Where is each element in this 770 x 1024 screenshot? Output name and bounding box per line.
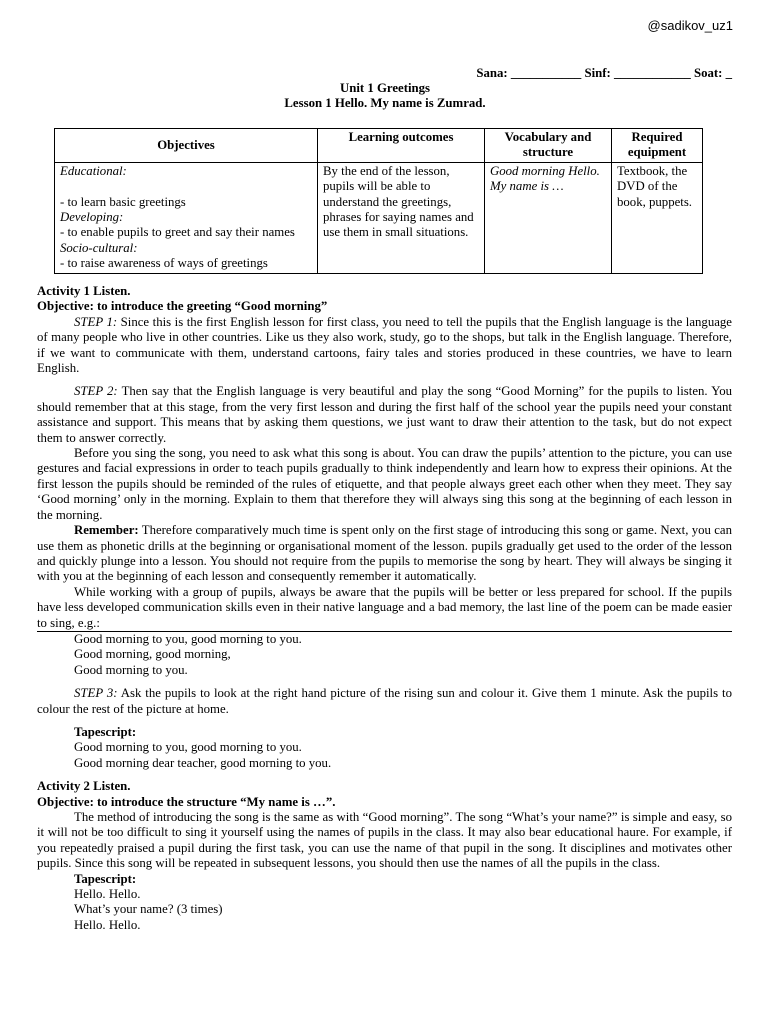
step2-label: STEP 2:: [74, 384, 118, 399]
lesson-body: [37, 284, 732, 933]
sociocultural-text: - to raise awareness of ways of greetings: [60, 256, 268, 271]
objectives-table: [54, 128, 703, 274]
sana-label: Sana:: [476, 66, 508, 80]
song-line: Good morning to you.: [74, 662, 188, 677]
remember-paragraph: [37, 523, 732, 585]
remember-text: Therefore comparatively much time is spent only on the first stage of introducing this song or game. Next, you can use them as phonetic drills at the beginning or organisational moment of the lesson. pupils gradually get used to the order of the lesson and quickly plunge into a lesson. You should not require from the pupils to memorise the song by heart. They will always be singing it with you at the beginning of each lesson and consequently remember it automatically.: [37, 523, 732, 584]
table-header-row: [55, 129, 703, 163]
step3-text: Ask the pupils to look at the right hand picture of the rising sun and colour it. Give them 1 minute. Ask the pupils to colour the rest of the picture at home.: [37, 686, 732, 716]
header-learning-outcomes: Learning outcomes: [318, 129, 485, 163]
sociocultural-label: Socio-cultural:: [60, 240, 138, 255]
header-objectives: Objectives: [55, 129, 318, 163]
tapescript-line: Hello. Hello.: [74, 917, 141, 932]
song-line: Good morning, good morning,: [74, 647, 231, 662]
sana-blank: ___________: [510, 66, 582, 80]
header-equipment: Required equipment: [612, 129, 703, 163]
song-line: Good morning to you, good morning to you.: [74, 631, 302, 646]
header-vocabulary: Vocabulary and structure: [485, 129, 612, 163]
step1-text: Since this is the first English lesson for first class, you need to tell the pupils that the English language is the language of many people who live in other countries. Like us they also work, study, go to the shops, but talk in the English language. Therefore, if we want to communicate with them, understand cartoons, fairy tales and stories produced in these countries, we have to learn English.: [37, 314, 732, 376]
song-lines: [37, 632, 732, 678]
educational-label: Educational:: [60, 163, 127, 178]
developing-label: Developing:: [60, 210, 124, 225]
tapescript-label: Tapescript:: [74, 871, 137, 886]
learning-outcomes-cell: By the end of the lesson, pupils will be able to understand the greetings, phrases for saying names and use them in small situations.: [318, 162, 485, 273]
tapescript-line: Hello. Hello.: [74, 887, 141, 902]
remember-label: Remember:: [74, 523, 139, 538]
step1-paragraph: [37, 315, 732, 377]
activity2-title: Activity 2 Listen.: [37, 779, 131, 794]
author-handle: @sadikov_uz1: [647, 18, 733, 33]
educational-text: - to learn basic greetings: [60, 194, 186, 209]
activity2-paragraph: The method of introducing the song is the same as with “Good morning”. The song “What’s your name?” is simple and easy, so it will not be too difficult to sing it yourself using the names of pupils in the class. It may also bear educational haure. For example, if you repeatedly praised a pupil during the first task, you can use the name of that pupil in the song. It disciplines and motivates other pupils. Since this song will be repeated in subsequent lessons, you should then use the names of all the pupils in the class.: [37, 810, 732, 871]
lesson-titles: [0, 81, 770, 112]
tapescript-1: [37, 725, 732, 771]
step2-text: Then say that the English language is very beautiful and play the song “Good Morning” for the pupils to listen. You should remember that at this stage, from the very first lesson and during the first half of the school year the pupils need your constant assistance and support. This means that by asking them questions, we just want to draw their attention to the task, but do not expect them to answer correctly.: [37, 384, 732, 445]
lesson-title: Lesson 1 Hello. My name is Zumrad.: [284, 96, 486, 111]
objectives-cell: [55, 162, 318, 273]
sinf-label: Sinf:: [584, 66, 611, 80]
tapescript-2: [37, 872, 732, 934]
activity2-objective: Objective: to introduce the structure “My name is …”.: [37, 794, 336, 809]
activity1-title: Activity 1 Listen.: [37, 284, 131, 298]
tapescript-label: Tapescript:: [74, 724, 137, 739]
vocabulary-cell: Good morning Hello. My name is …: [485, 162, 612, 273]
tapescript-line: Good morning dear teacher, good morning to you.: [74, 755, 332, 770]
step3-label: STEP 3:: [74, 686, 118, 701]
table-row: [55, 162, 703, 273]
equipment-cell: Textbook, the DVD of the book, puppets.: [612, 162, 703, 273]
step2-paragraph: [37, 384, 732, 446]
step3-paragraph: [37, 686, 732, 717]
tapescript-line: What’s your name? (3 times): [74, 902, 223, 917]
activity1-objective: Objective: to introduce the greeting “Good morning”: [37, 299, 328, 314]
sinf-blank: ____________: [613, 66, 691, 80]
unit-title: Unit 1 Greetings: [339, 81, 431, 95]
before-song-paragraph: Before you sing the song, you need to ask what this song is about. You can draw the pupils’ attention to the picture, you can use gestures and facial expressions in order to teach pupils gradually to think independently and learn how to express their opinions. At the first lesson the pupils should be reminded of the rules of etiquette, and that people always greet each other when they meet. They say ‘Good morning’ only in the morning. Explain to them that therefore they will always sing this song at the beginning of each lesson in the morning.: [37, 446, 732, 522]
developing-text: - to enable pupils to greet and say their names: [60, 225, 295, 240]
step1-label: STEP 1:: [74, 314, 118, 329]
group-paragraph: While working with a group of pupils, always be aware that the pupils will be better or less prepared for school. If the pupils have less developed communication skills even in their native language and a bad memory, the last line of the poem can be made easier to sing, e.g.:: [37, 585, 732, 632]
soat-label: Soat:: [693, 66, 723, 80]
date-class-hour-line: [476, 66, 732, 81]
tapescript-line: Good morning to you, good morning to you.: [74, 740, 302, 755]
soat-blank: _: [725, 66, 732, 80]
